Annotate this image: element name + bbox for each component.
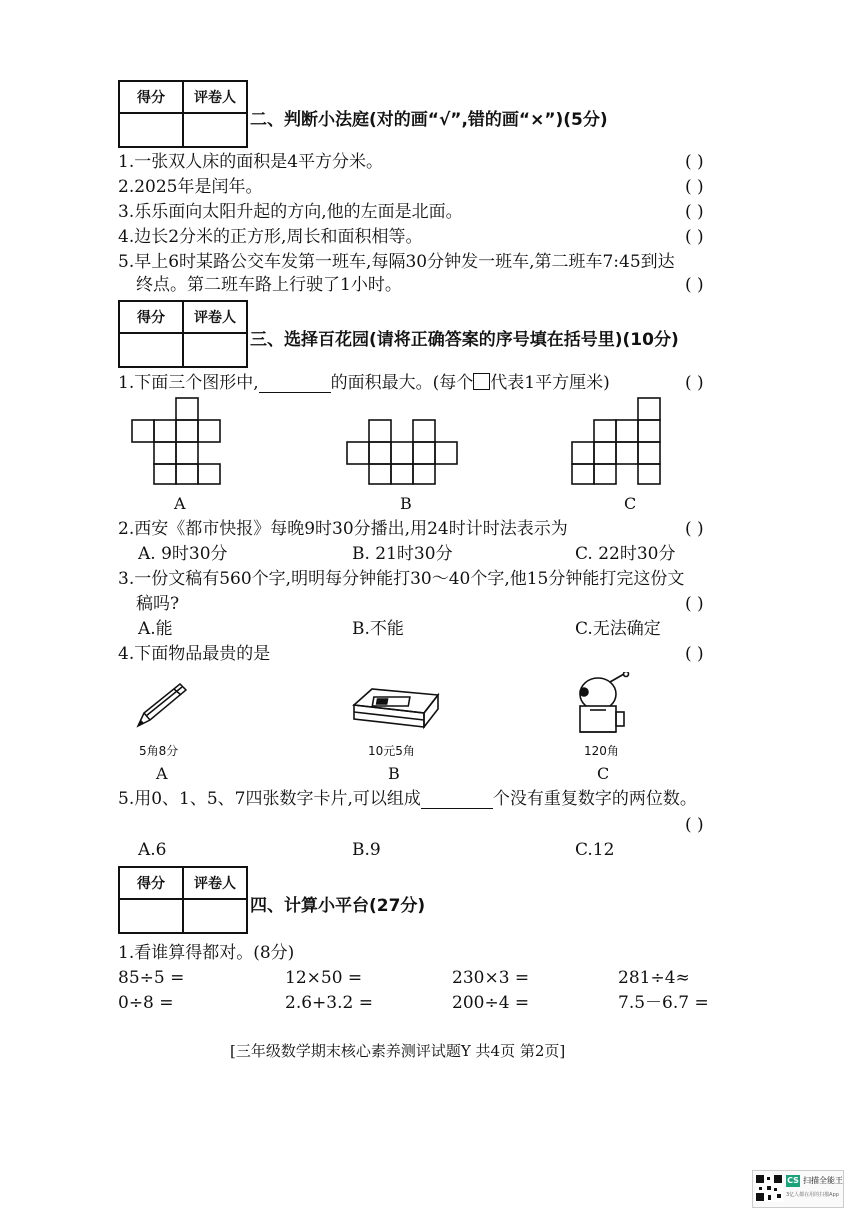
calc-8: 7.5－6.7 = xyxy=(618,993,709,1013)
item-a-price: 5角8分 xyxy=(139,744,179,758)
score-header: 得分 xyxy=(119,81,183,113)
section2-title: 二、判断小法庭(对的画“√”,错的画“×”)(5分) xyxy=(250,110,608,130)
score-header: 得分 xyxy=(119,867,183,899)
s3-q5-text-a: 5.用0、1、5、7四张数字卡片,可以组成 xyxy=(118,789,421,809)
s3-answer-1[interactable]: ( ) xyxy=(685,373,704,393)
s3-q5-option-a[interactable]: A.6 xyxy=(138,840,167,860)
s2-item-2: 2.2025年是闰年。 xyxy=(118,177,263,197)
s2-item-3: 3.乐乐面向太阳升起的方向,他的左面是北面。 xyxy=(118,202,463,222)
scanner-watermark xyxy=(752,1170,844,1208)
s3-q1-text-c: 代表1平方厘米) xyxy=(490,373,610,393)
calc-2: 12×50 = xyxy=(285,968,363,988)
s4-q1: 1.看谁算得都对。(8分) xyxy=(118,943,295,963)
s3-q2-option-a[interactable]: A. 9时30分 xyxy=(138,544,228,564)
grader-cell[interactable] xyxy=(183,113,247,147)
item-a-label: A xyxy=(156,764,168,783)
s3-q3-line1: 3.一份文稿有560个字,明明每分钟能打30～40个字,他15分钟能打完这份文 xyxy=(118,569,685,589)
s2-answer-2[interactable]: ( ) xyxy=(685,177,704,197)
shape-c-label: C xyxy=(624,494,637,513)
score-cell[interactable] xyxy=(119,113,183,147)
s2-answer-5[interactable]: ( ) xyxy=(685,275,704,295)
page-footer: [三年级数学期末核心素养测评试题Y 共4页 第2页] xyxy=(230,1042,566,1060)
item-b-label: B xyxy=(388,764,400,783)
section4-title: 四、计算小平台(27分) xyxy=(250,896,426,916)
score-header: 得分 xyxy=(119,301,183,333)
shape-a xyxy=(130,395,250,487)
s3-q3-option-a[interactable]: A.能 xyxy=(138,619,173,639)
calc-7: 200÷4 = xyxy=(452,993,530,1013)
pencil-sharpener-icon xyxy=(570,672,636,738)
grader-cell[interactable] xyxy=(183,333,247,367)
s2-item-5-cont: 终点。第二班车路上行驶了1小时。 xyxy=(136,275,402,295)
s3-q3-option-c[interactable]: C.无法确定 xyxy=(575,619,661,639)
s3-q1-text-a: 1.下面三个图形中, xyxy=(118,373,259,393)
s3-answer-2[interactable]: ( ) xyxy=(685,519,704,539)
shape-c xyxy=(570,395,670,487)
s3-q5-blank[interactable] xyxy=(421,792,493,809)
s3-answer-5[interactable]: ( ) xyxy=(685,815,704,835)
grader-header: 评卷人 xyxy=(183,81,247,113)
s3-answer-4[interactable]: ( ) xyxy=(685,644,704,664)
grader-cell[interactable] xyxy=(183,899,247,933)
s3-answer-3[interactable]: ( ) xyxy=(685,594,704,614)
s2-answer-4[interactable]: ( ) xyxy=(685,227,704,247)
pencil-case-icon xyxy=(350,685,442,733)
score-box-section2 xyxy=(118,80,248,148)
shape-b-label: B xyxy=(400,494,412,513)
calc-5: 0÷8 = xyxy=(118,993,174,1013)
s2-item-4: 4.边长2分米的正方形,周长和面积相等。 xyxy=(118,227,423,247)
s3-q5-text-b: 个没有重复数字的两位数。 xyxy=(492,789,697,809)
s2-item-1: 1.一张双人床的面积是4平方分米。 xyxy=(118,152,384,172)
calc-6: 2.6+3.2 = xyxy=(285,993,373,1013)
s2-answer-3[interactable]: ( ) xyxy=(685,202,704,222)
calc-1: 85÷5 = xyxy=(118,968,185,988)
score-box-section3 xyxy=(118,300,248,368)
section3-title: 三、选择百花园(请将正确答案的序号填在括号里)(10分) xyxy=(250,330,679,350)
score-box-section4 xyxy=(118,866,248,934)
shape-b xyxy=(345,395,475,487)
s3-q5 xyxy=(118,789,697,809)
s3-q3-option-b[interactable]: B.不能 xyxy=(352,619,404,639)
calc-4: 281÷4≈ xyxy=(618,968,690,988)
pencil-icon xyxy=(132,680,192,732)
score-cell[interactable] xyxy=(119,333,183,367)
scanner-name: 扫描全能王 xyxy=(803,1176,843,1185)
item-c-label: C xyxy=(597,764,610,783)
score-cell[interactable] xyxy=(119,899,183,933)
s3-q1-text-b: 的面积最大。(每个 xyxy=(330,373,474,393)
s2-item-5: 5.早上6时某路公交车发第一班车,每隔30分钟发一班车,第二班车7:45到达 xyxy=(118,252,675,272)
s3-q1 xyxy=(118,373,610,393)
item-c-price: 120角 xyxy=(584,744,619,758)
s3-q4: 4.下面物品最贵的是 xyxy=(118,644,271,664)
s3-q1-blank[interactable] xyxy=(259,376,331,393)
cs-badge: CS xyxy=(787,1176,799,1185)
s2-answer-1[interactable]: ( ) xyxy=(685,152,704,172)
item-b-price: 10元5角 xyxy=(368,744,415,758)
calc-3: 230×3 = xyxy=(452,968,530,988)
shape-a-label: A xyxy=(174,494,186,513)
s3-q3-line2: 稿吗? xyxy=(136,594,180,614)
unit-square-icon xyxy=(473,373,490,390)
s3-q2-option-b[interactable]: B. 21时30分 xyxy=(352,544,453,564)
s3-q2: 2.西安《都市快报》每晚9时30分播出,用24时计时法表示为 xyxy=(118,519,568,539)
s3-q5-option-c[interactable]: C.12 xyxy=(575,840,615,860)
scanner-slogan: 3亿人都在用的扫描App xyxy=(786,1192,839,1198)
grader-header: 评卷人 xyxy=(183,301,247,333)
s3-q5-option-b[interactable]: B.9 xyxy=(352,840,381,860)
grader-header: 评卷人 xyxy=(183,867,247,899)
qr-code-icon xyxy=(755,1174,783,1202)
s3-q2-option-c[interactable]: C. 22时30分 xyxy=(575,544,676,564)
